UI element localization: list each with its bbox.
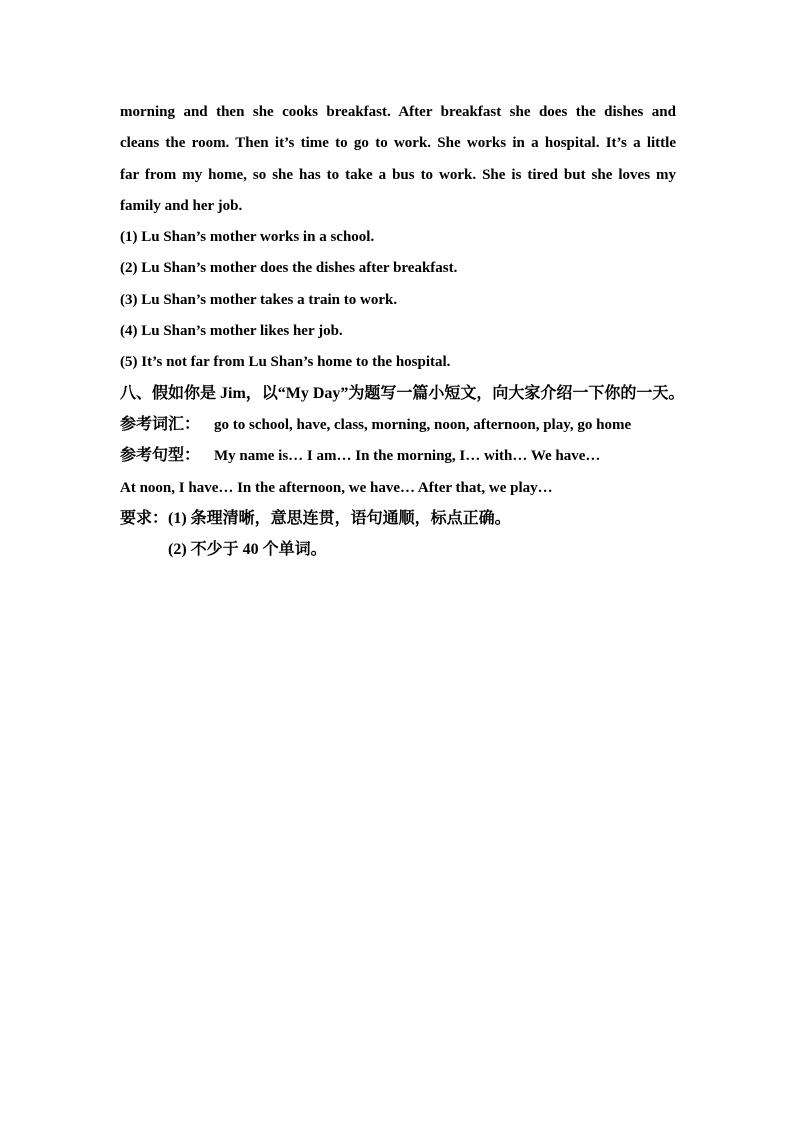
statement-item: (3) Lu Shan’s mother takes a train to work.	[120, 291, 398, 308]
writing-task	[120, 382, 685, 570]
document-content	[120, 100, 685, 569]
statement-item: (4) Lu Shan’s mother likes her job.	[120, 323, 343, 340]
pattern-label: 参考句型：	[120, 447, 201, 465]
statement-item: (1) Lu Shan’s mother works in a school.	[120, 229, 375, 246]
pattern-line	[120, 444, 676, 475]
writing-prompt: 八、假如你是 Jim，以“My Day”为题写一篇小短文，向大家介绍一下你的一天。	[120, 384, 685, 402]
requirement-2-text: (2) 不少于 40 个单词。	[168, 541, 327, 559]
passage-line: family and her job.	[120, 197, 243, 214]
requirement-2	[120, 538, 676, 569]
vocab-label: 参考词汇：	[120, 415, 201, 433]
requirement-1	[120, 507, 676, 538]
vocab-line	[120, 413, 676, 444]
passage-line: morning and then she cooks breakfast. After breakfast she does the dishes and	[120, 104, 676, 120]
requirement-label: 要求：	[120, 509, 169, 527]
vocab-text: go to school, have, class, morning, noon, afternoon, play, go home	[214, 416, 632, 433]
pattern-line-2: At noon, I have… In the afternoon, we have… After that, we play…	[120, 479, 553, 496]
statement-item: (2) Lu Shan’s mother does the dishes after breakfast.	[120, 260, 458, 277]
passage-line: far from my home, so she has to take a bus to work. She is tired but she loves my	[120, 166, 676, 183]
true-false-statements	[120, 225, 676, 381]
pattern-text: My name is… I am… In the morning, I… with… We have…	[214, 448, 601, 465]
requirement-1-text: (1) 条理清晰，意思连贯，语句通顺，标点正确。	[168, 509, 511, 527]
passage-line: cleans the room. Then it’s time to go to work. She works in a hospital. It’s a little	[120, 135, 676, 152]
reading-passage	[120, 100, 676, 225]
statement-item: (5) It’s not far from Lu Shan’s home to the hospital.	[120, 354, 451, 371]
